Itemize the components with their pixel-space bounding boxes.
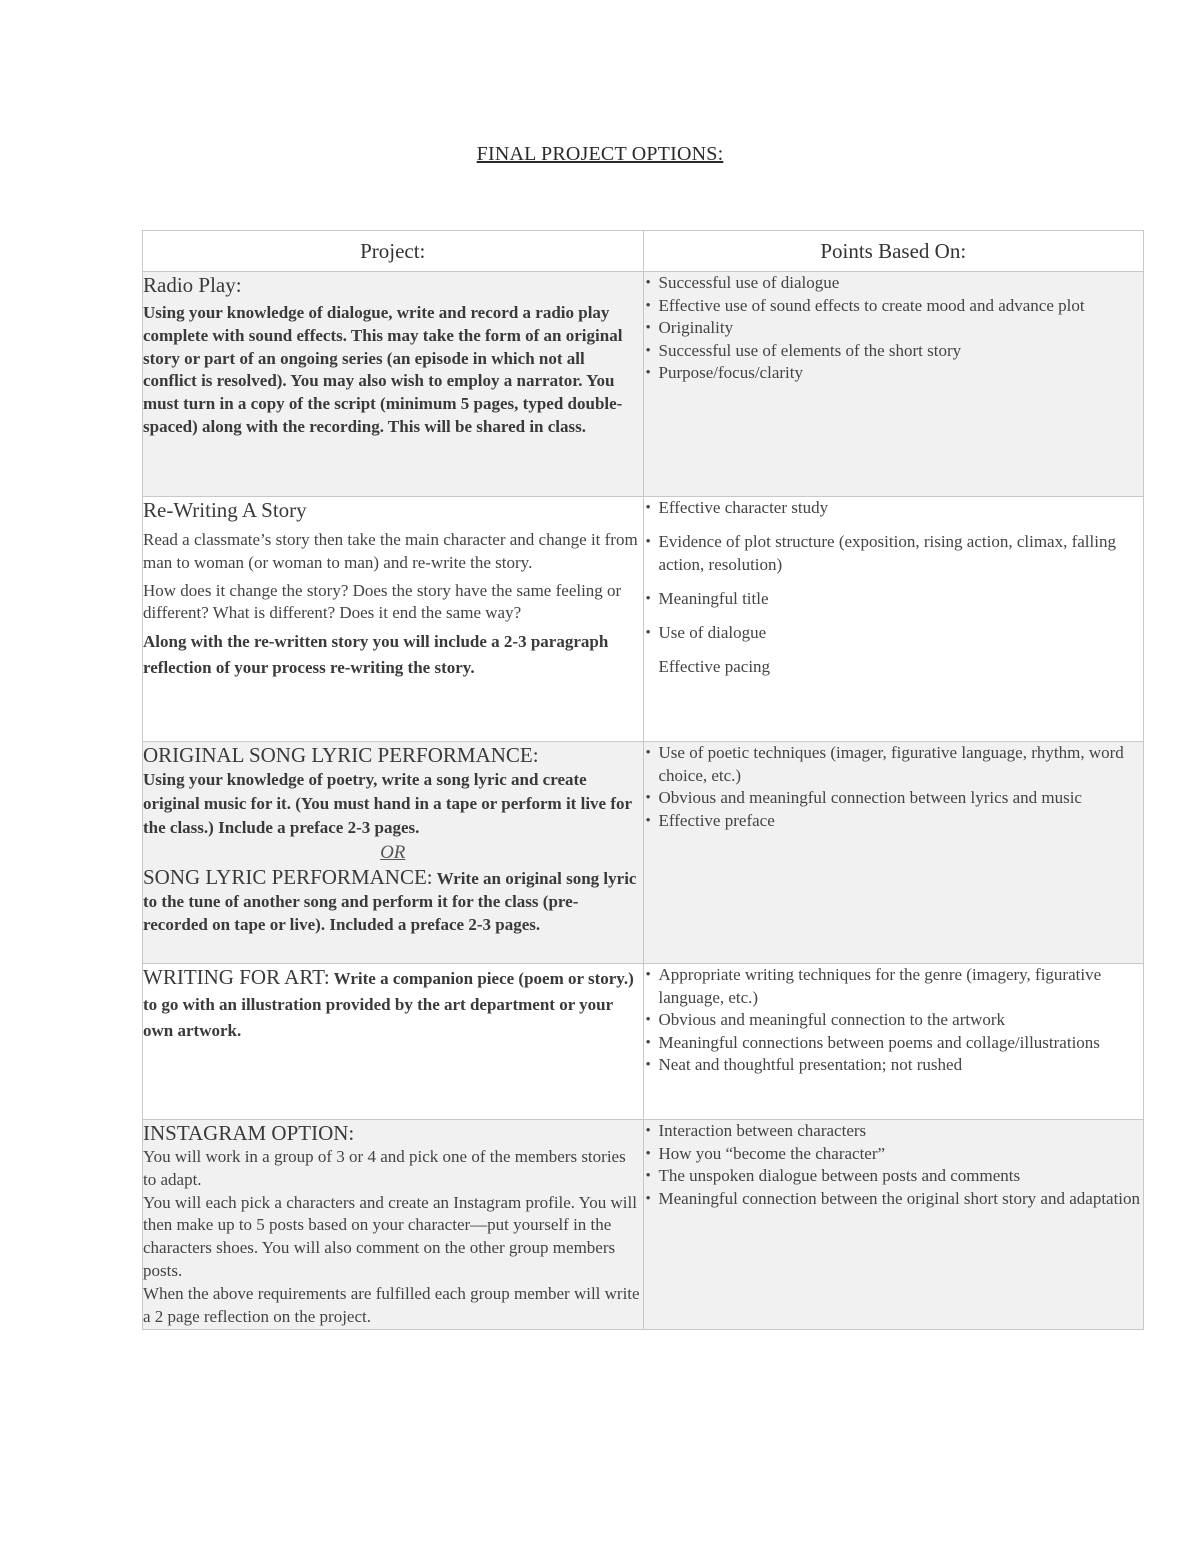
list-item: • Meaningful connection between the original short story and adaptation [644,1188,1144,1211]
list-item: • Evidence of plot structure (exposition, rising action, climax, falling action, resolution) [644,531,1144,576]
list-item: • The unspoken dialogue between posts and comments [644,1165,1144,1188]
list-item: • Use of poetic techniques (imager, figurative language, rhythm, word choice, etc.) [644,742,1144,787]
list-item: • Successful use of dialogue [644,272,1144,295]
list-item: • Use of dialogue [644,622,1144,645]
list-item: • Effective character study [644,497,1144,520]
list-item: • Interaction between characters [644,1120,1144,1143]
points-cell [643,272,1144,497]
points-cell [643,497,1144,742]
list-item: • Appropriate writing techniques for the genre (imagery, figurative language, etc.) [644,964,1144,1009]
points-cell [643,742,1144,964]
list-item: • Meaningful title [644,588,1144,611]
points-list [644,1120,1144,1210]
project-options-table [142,230,1144,1330]
table-row-song [143,742,1144,964]
project-heading: WRITING FOR ART: [143,965,330,989]
project-paragraph: Along with the re-written story you will include a 2-3 paragraph reflection of your process re-writing the story. [143,632,609,678]
list-item: • Obvious and meaningful connection between lyrics and music [644,787,1144,810]
project-cell [143,964,644,1120]
header-points: Points Based On: [643,231,1144,272]
list-item: • Purpose/focus/clarity [644,362,1144,385]
points-list [644,497,1144,679]
points-list [644,742,1144,832]
or-separator: OR [380,842,406,863]
project-paragraph: When the above requirements are fulfilled each group member will write a 2 page reflection on the project. [143,1283,640,1326]
list-item: • Meaningful connections between poems and collage/illustrations [644,1032,1144,1055]
table-row-art [143,964,1144,1120]
project-description [143,964,643,1044]
project-heading-alt: SONG LYRIC PERFORMANCE: [143,865,433,889]
project-description-text: Write a companion piece (poem or story.) to go with an illustration provided by the art department or your own artwork. [143,969,634,1040]
project-description-alt-text: Write an original song lyric to the tune of another song and perform it for the class (pre-recorded on tape or live). Included a preface 2-3 pages. [143,869,637,934]
list-item: • Successful use of elements of the short story [644,340,1144,363]
project-heading: Re-Writing A Story [143,498,307,522]
list-item: • Neat and thoughtful presentation; not rushed [644,1054,1144,1077]
list-item: • Originality [644,317,1144,340]
project-paragraph: How does it change the story? Does the story have the same feeling or different? What is different? Does it end the same way? [143,580,622,623]
points-cell [643,964,1144,1120]
project-cell [143,497,644,742]
project-cell [143,272,644,497]
project-paragraph: Read a classmate’s story then take the main character and change it from man to woman (or woman to man) and re-write the story. [143,530,638,572]
project-heading: INSTAGRAM OPTION: [143,1121,355,1145]
table-row-rewriting [143,497,1144,742]
project-description-alt [143,866,643,936]
points-list [644,272,1144,385]
project-cell [143,742,644,964]
project-heading: Radio Play: [143,273,242,297]
list-item: • Obvious and meaningful connection to the artwork [644,1009,1144,1032]
project-description: Using your knowledge of poetry, write a song lyric and create original music for it. (You must hand in a tape or perform it live for the class.) Include a preface 2-3 pages. [143,770,632,837]
page-title: FINAL PROJECT OPTIONS: [476,143,724,165]
project-paragraph: You will work in a group of 3 or 4 and pick one of the members stories to adapt. [143,1147,626,1189]
header-project: Project: [143,231,644,272]
list-item: • Effective use of sound effects to create mood and advance plot [644,295,1144,318]
list-item: • Effective preface [644,810,1144,833]
list-item: Effective pacing [658,656,771,676]
project-paragraph: You will each pick a characters and create an Instagram profile. You will then make up to 5 posts based on your character—put yourself in the characters shoes. You will also comment on the other group members posts. [143,1192,637,1280]
table-row-radio-play [143,272,1144,497]
table-header-row [143,231,1144,272]
project-description: Using your knowledge of dialogue, write and record a radio play complete with sound effects. This may take the form of an original story or part of an ongoing series (an episode in which not all conflict is resolved). You may also wish to employ a narrator. You must turn in a copy of the script (minimum 5 pages, typed double-spaced) along with the recording. This will be shared in class. [143,303,623,436]
project-heading: ORIGINAL SONG LYRIC PERFORMANCE: [143,743,539,767]
project-cell [143,1120,644,1330]
points-list [644,964,1144,1077]
points-cell [643,1120,1144,1330]
list-item: • How you “become the character” [644,1143,1144,1166]
table-row-instagram [143,1120,1144,1330]
